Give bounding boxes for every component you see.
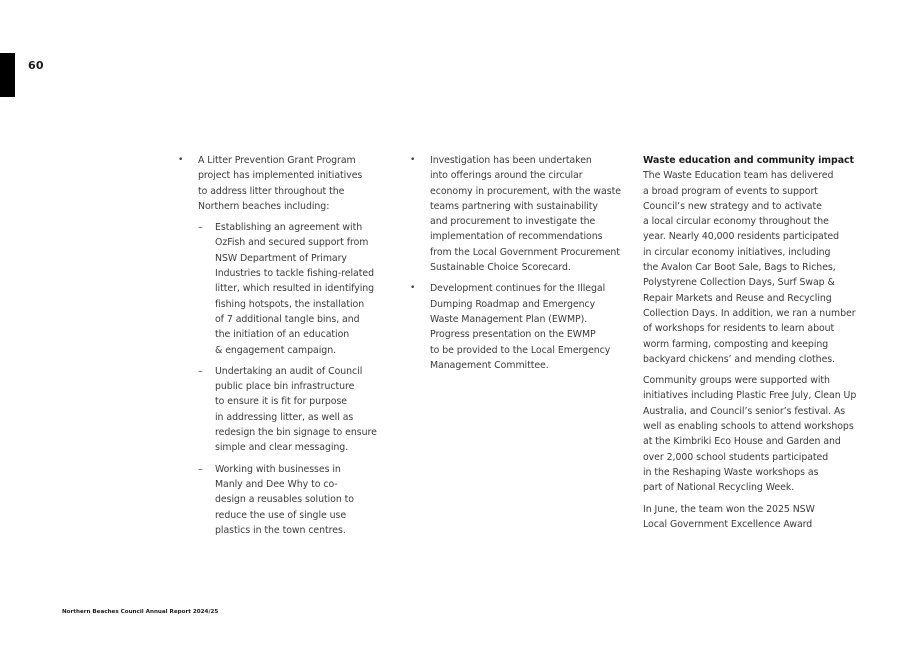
sub-item-bin-audit	[198, 364, 383, 456]
text-line: Establishing an agreement with	[215, 222, 363, 234]
text-line: of 7 additional tangle bins, and	[215, 313, 360, 325]
text-line: Management Committee.	[430, 359, 549, 371]
text-line: reduce the use of single use	[215, 509, 347, 521]
list-item-illegal-dumping	[410, 281, 625, 373]
text-line: & engagement campaign.	[215, 344, 337, 356]
text-line: implementation of recommendations	[430, 231, 603, 243]
text-line: in circular economy initiatives, including	[643, 246, 831, 258]
text-line: to address litter throughout the	[198, 185, 345, 197]
dash-icon: –	[198, 463, 203, 475]
text-line: litter, which resulted in identifying	[215, 283, 375, 295]
text-line: Manly and Dee Why to co-	[215, 478, 338, 490]
text-line: Investigation has been undertaken	[430, 155, 592, 166]
text-line: public place bin infrastructure	[215, 381, 355, 393]
column-waste-education	[643, 153, 863, 538]
text-line: Northern beaches including:	[198, 200, 330, 212]
paragraph-education-program	[643, 168, 863, 367]
text-line: NSW Department of Primary	[215, 252, 347, 264]
text-line: well as enabling schools to attend workshops	[643, 421, 854, 433]
text-line: to ensure it is fit for purpose	[215, 396, 348, 408]
page-tab-marker	[0, 53, 15, 97]
text-line: into offerings around the circular	[430, 170, 583, 182]
paragraph-award	[643, 502, 863, 533]
text-line: fishing hotspots, the installation	[215, 298, 365, 310]
text-line: at the Kimbriki Eco House and Garden and	[643, 436, 841, 448]
text-line: Sustainable Choice Scorecard.	[430, 262, 571, 274]
column-litter-prevention	[178, 153, 383, 544]
text-line: and procurement to investigate the	[430, 216, 596, 228]
sub-list	[198, 220, 383, 538]
paragraph-community-groups	[643, 373, 863, 495]
list-item-litter-grant	[178, 153, 383, 538]
text-line: plastics in the town centres.	[215, 524, 346, 536]
text-line: Dumping Roadmap and Emergency	[430, 298, 596, 310]
report-footer: Northern Beaches Council Annual Report 2024/25	[62, 609, 219, 615]
text-line: worm farming, composting and keeping	[643, 338, 829, 350]
bullet-icon: •	[410, 155, 416, 165]
text-line: design a reusables solution to	[215, 494, 354, 506]
text-line: redesign the bin signage to ensure	[215, 427, 377, 439]
text-line: economy in procurement, with the waste	[430, 185, 621, 197]
text-line: the Avalon Car Boot Sale, Bags to Riches,	[643, 262, 836, 274]
text-line: project has implemented initiatives	[198, 170, 363, 182]
text-line: Undertaking an audit of Council	[215, 365, 363, 377]
text-line: Council’s new strategy and to activate	[643, 200, 822, 212]
bullet-icon: •	[410, 283, 416, 294]
text-line: Australia, and Council’s senior’s festival. As	[643, 405, 846, 417]
text-line: backyard chickens’ and mending clothes.	[643, 353, 836, 365]
text-line: A Litter Prevention Grant Program	[198, 155, 356, 166]
text-line: in addressing litter, as well as	[215, 411, 354, 423]
text-line: Industries to tackle fishing-related	[215, 268, 374, 280]
text-line: OzFish and secured support from	[215, 237, 369, 249]
dash-icon: –	[198, 365, 203, 377]
text-line: Development continues for the Illegal	[430, 283, 606, 295]
text-line: of workshops for residents to learn about	[643, 323, 835, 335]
text-line: In June, the team won the 2025 NSW	[643, 503, 815, 515]
dash-icon: –	[198, 222, 203, 234]
page-number: 60	[28, 59, 44, 72]
text-line: Repair Markets and Reuse and Recycling	[643, 292, 832, 304]
list-item-circular-procurement	[410, 153, 625, 275]
text-line: teams partnering with sustainability	[430, 200, 598, 212]
sub-item-ozfish	[198, 220, 383, 358]
text-line: simple and clear messaging.	[215, 442, 349, 454]
text-line: from the Local Government Procurement	[430, 246, 620, 258]
text-line: to be provided to the Local Emergency	[430, 344, 611, 356]
section-heading: Waste education and community impact	[643, 155, 854, 166]
text-line: over 2,000 school students participated	[643, 451, 829, 463]
text-line: Working with businesses in	[215, 463, 341, 475]
text-line: Polystyrene Collection Days, Surf Swap &	[643, 277, 835, 289]
column-procurement	[410, 153, 625, 379]
text-line: The Waste Education team has delivered	[643, 170, 834, 182]
text-line: Progress presentation on the EWMP	[430, 329, 596, 341]
text-line: a local circular economy throughout the	[643, 216, 829, 228]
text-line: part of National Recycling Week.	[643, 482, 795, 494]
bullet-icon: •	[178, 155, 184, 165]
text-line: in the Reshaping Waste workshops as	[643, 466, 819, 478]
text-line: Local Government Excellence Award	[643, 518, 813, 530]
text-line: a broad program of events to support	[643, 185, 818, 197]
text-line: the initiation of an education	[215, 329, 350, 341]
text-line: Waste Management Plan (EWMP).	[430, 313, 588, 325]
text-line: Community groups were supported with	[643, 375, 830, 387]
sub-item-reusables	[198, 462, 383, 538]
text-line: initiatives including Plastic Free July, Clean Up	[643, 390, 857, 402]
text-line: year. Nearly 40,000 residents participated	[643, 231, 839, 243]
text-line: Collection Days. In addition, we ran a number	[643, 307, 856, 319]
